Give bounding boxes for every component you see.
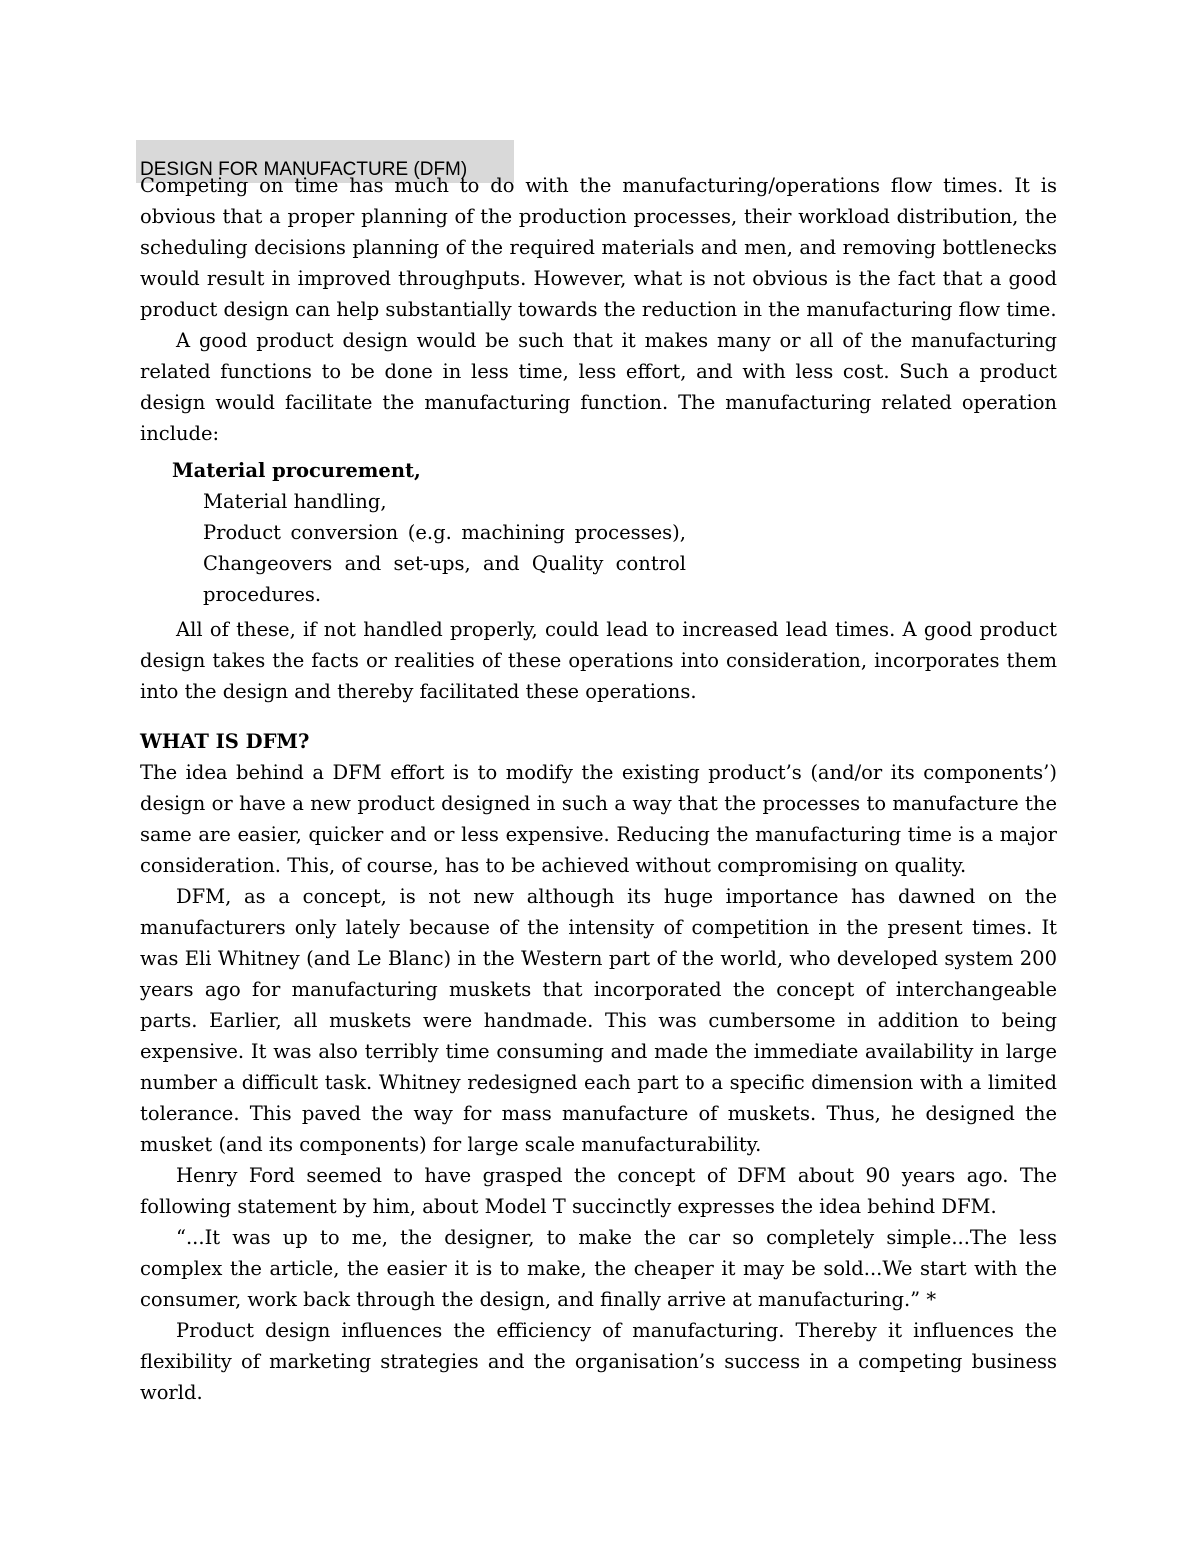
quote-henry-ford: “...It was up to me, the designer, to make the car so completely simple...The less complex the article, the easier it is to make, the cheaper it may be sold...We start with the consumer, work back through the design, and finally arrive at manufacturing.” * (140, 1226, 1057, 1311)
list-item: Material handling, (203, 490, 387, 513)
paragraph-competing-on-time: Competing on time has much to do with the manufacturing/operations flow times. It is obvious that a proper planning of the production processes, their workload distribution, the scheduling decisions planning of the required materials and men, and removing bottlenecks would result in improved throughputs. However, what is not obvious is the fact that a good product design can help substantially towards the reduction in the manufacturing flow time. (140, 174, 1057, 321)
section-title-what-is-dfm: WHAT IS DFM? (140, 730, 310, 753)
paragraph-lead-times: All of these, if not handled properly, could lead to increased lead times. A good product design takes the facts or realities of these operations into consideration, incorporates them into the design and thereby facilitated these operations. (140, 618, 1057, 703)
paragraph-dfm-concept-history: DFM, as a concept, is not new although its huge importance has dawned on the manufacturers only lately because of the intensity of competition in the present times. It was Eli Whitney (and Le Blanc) in the Western part of the world, who developed system 200 years ago for manufacturing muskets that incorporated the concept of interchangeable parts. Earlier, all muskets were handmade. This was cumbersome in addition to being expensive. It was also terribly time consuming and made the immediate availability in large number a difficult task. Whitney redesigned each part to a specific dimension with a limited tolerance. This paved the way for mass manufacture of muskets. Thus, he designed the musket (and its components) for large scale manufacturability. (140, 885, 1057, 1156)
paragraph-product-design-influence: Product design influences the efficiency of manufacturing. Thereby it influences the flexibility of marketing strategies and the organisation’s success in a competing business world. (140, 1319, 1057, 1404)
document-page (140, 140, 1057, 1408)
operations-list (140, 486, 686, 610)
paragraph-good-product-design: A good product design would be such that it makes many or all of the manufacturing related functions to be done in less time, less effort, and with less cost. Such a product design would facilitate the manufacturing function. The manufacturing related operation include: (140, 329, 1057, 445)
paragraph-idea-behind-dfm: The idea behind a DFM effort is to modify the existing product’s (and/or its components’) design or have a new product designed in such a way that the processes to manufacture the same are easier, quicker and or less expensive. Reducing the manufacturing time is a major consideration. This, of course, has to be achieved without compromising on quality. (140, 761, 1057, 877)
list-heading-material-procurement: Material procurement, (172, 459, 421, 482)
paragraph-henry-ford: Henry Ford seemed to have grasped the concept of DFM about 90 years ago. The following statement by him, about Model T succinctly expresses the idea behind DFM. (140, 1164, 1057, 1218)
section-title-dfm: DESIGN FOR MANUFACTURE (DFM) (140, 159, 468, 180)
list-item: Product conversion (e.g. machining processes), Changeovers and set-ups, and Quality control procedures. (203, 521, 686, 606)
